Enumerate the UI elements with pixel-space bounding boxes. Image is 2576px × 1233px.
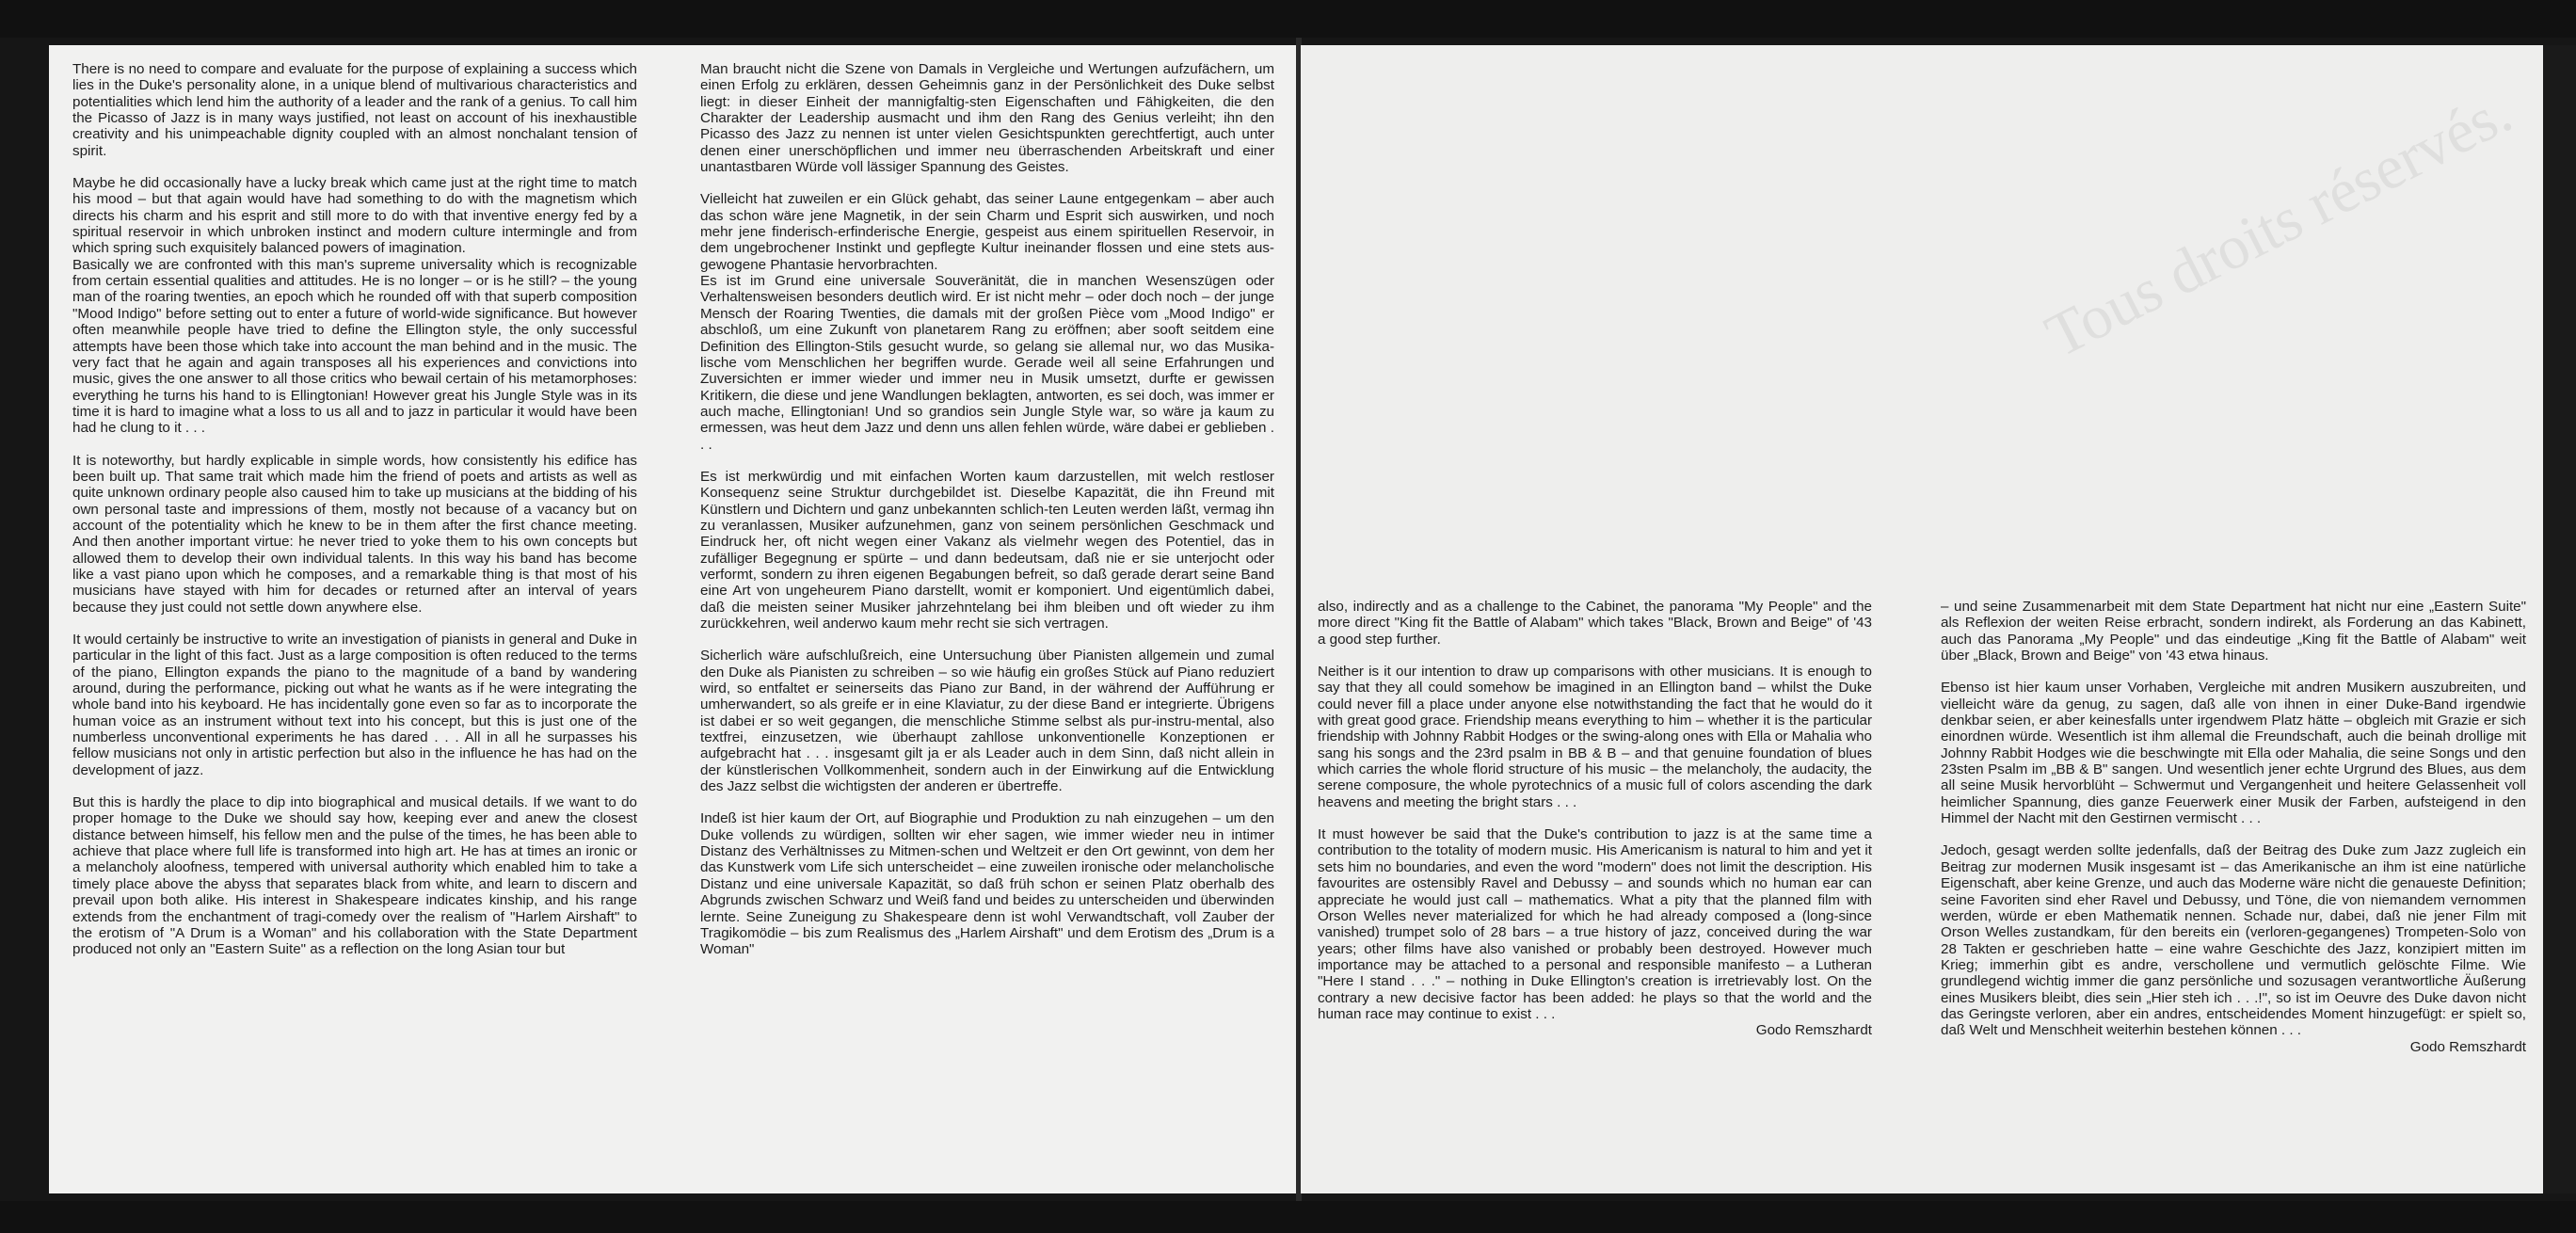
- right-page: [1301, 45, 2543, 1193]
- scan-border-top: [0, 0, 2576, 38]
- paragraph: Indeß ist hier kaum der Ort, auf Biographie und Produktion zu nah einzugehen – um den Duke vollends zu würdigen, sollten wir eher sagen, wie immer wieder neu in intimer Distanz des Verhältnisses zu Mitmen-schen und Weltzeit er den Ort gewinnt, von dem her das Kunstwerk vom Life sich unterscheidet – eine zuweilen ironische oder melancholische Distanz und eine universale Kapazität, so daß früh schon er seinen Platz oberhalb des Abgrunds zwischen Schwarz und Weiß fand und beides zu unterscheiden und überwinden lernte. Seine Zuneigung zu Shakespeare denn ist wohl Verwandtschaft, voll Zauber der Tragikomödie – bis zum Realismus des „Harlem Airshaft" und dem Erotism des „Drum is a Woman": [700, 810, 1274, 958]
- paragraph: also, indirectly and as a challenge to the Cabinet, the panorama "My People" and the more direct "King fit the Battle of Alabam" which takes "Black, Brown and Beige" of '43 a good step further.: [1318, 599, 1872, 648]
- left-german-column: [700, 61, 1274, 958]
- paragraph: But this is hardly the place to dip into biographical and musical details. If we want to do proper homage to the Duke we should say how, keeping ever and anew the closest distance between himself, his fellow men and the pulse of the times, he has been able to achieve that place where full life is transformed into high art. He has at times an ironic or a melancholy aloofness, tempered with universal authority which enabled him to take a timely place above the abyss that separates black from white, and learn to discern and prevail upon both alike. His interest in Shakespeare indicates kinship, and his range extends from the enchantment of tragi-comedy over the realism of "Harlem Airshaft" to the erotism of "A Drum is a Woman" and his collaboration with the State Department produced not only an "Eastern Suite" as a reflection on the long Asian tour but: [72, 794, 637, 958]
- author-signature: Godo Remszhardt: [1755, 1022, 1872, 1039]
- author-signature: Godo Remszhardt: [2409, 1038, 2526, 1055]
- paragraph: Neither is it our intention to draw up comparisons with other musicians. It is enough to say that they all could somehow be imagined in an Ellington band – whilst the Duke could never fill a place under anyone else notwithstanding the fact that he would do it with great good grace. Friendship means everything to him – whether it is the particular friendship with Johnny Rabbit Hodges or the swing-along ones with Ella or Mahalia who sang his songs and the 23rd psalm in BB & B – and that genuine foundation of blues which carries the whole florid structure of his music – the melancholy, the audacity, the serene composure, the whole pyrotechnics of a music full of colors ascending the dark heavens and meeting the bright stars . . .: [1318, 664, 1872, 810]
- paragraph: It would certainly be instructive to write an investigation of pianists in general and Duke in particular in the light of this fact. Just as a large composition is often reduced to the terms of the piano, Ellington expands the piano to the magnitude of a band by wandering around, during the performance, picking out what he wants as if he were integrating the whole band into his keyboard. He has incidentally gone even so far as to incorporate the human voice as an instrument without text into his concept, but this is just one of the numberless unconventional experiments he has dared . . . All in all he surpasses his fellow musicians not only in artistic perfection but also in the influence he has had on the development of jazz.: [72, 632, 637, 778]
- paragraph: It is noteworthy, but hardly explicable in simple words, how consistently his edifice has been built up. That same trait which made him the friend of poets and artists as well as quite unknown ordinary people also caused him to take up musicians at the bidding of his own personal taste and impressions of them, mostly not because of a vacancy but on account of the potentiality which he knew to be in them after the first chance meeting. And then another important virtue: he never tried to yoke them to his own concepts but allowed them to develop their own individual talents. In this way his band has become like a vast piano upon which he composes, and a remarkable thing is that most of his musicians have stayed with him for decades or returned after an interval of years because they just could not settle down anywhere else.: [72, 452, 637, 616]
- paragraph-text: It must however be said that the Duke's contribution to jazz is at the same time a contribution to the totality of modern music. His Americanism is natural to him and yet it sets him no boundaries, and even the word "modern" does not limit the description. His favourites are ostensibly Ravel and Debussy – and sounds which no human ear can appreciate he would just call – mathematics. What a pity that the planned film with Orson Welles never materialized for which he had already composed a (long-since vanished) trumpet solo of 28 bars – a true history of jazz, conceived during the war years; other films have also vanished or probably been destroyed. However much importance may be attached to a personal and responsible manifesto – a Lutheran "Here I stand . . ." – nothing in Duke Ellington's creation is irretrievably lost. On the contrary a new decisive factor has been added: he plays so that the world and the human race may continue to exist . . .: [1318, 826, 1872, 1022]
- scan-border-bottom: [0, 1201, 2576, 1233]
- paragraph: There is no need to compare and evaluate for the purpose of explaining a success which lies in the Duke's personality alone, in a unique blend of multivarious characteristics and potentialities which lend him the authority of a leader and the rank of a genius. To call him the Picasso of Jazz is in many ways justified, not least on account of his inexhaustible creativity and his unimpeachable dignity coupled with an almost nonchalant tension of spirit.: [72, 61, 637, 159]
- left-english-column: [72, 61, 637, 958]
- right-german-column: [1941, 599, 2526, 1055]
- paragraph: Ebenso ist hier kaum unser Vorhaben, Vergleiche mit andren Musikern auszubreiten, und vielleicht wäre da genug, zu sagen, daß alle von ihnen in einer Duke-Band irgendwie denkbar seien, er aber keinesfalls unter irgendwem Platz hätte – obgleich mit Grazie er sich einordnen würde. Wesentlich ist ihm allemal die Freundschaft, auch die beinah drollige mit Johnny Rabbit Hodges wie die beschwingte mit Ella oder Mahalia, die seine Songs und den 23sten Psalm im „BB & B" sangen. Und wesentlich jener echte Urgrund des Blues, aus dem all seine Musik hervorblüht – Schwermut und Vergangenheit und heitere Gelassenheit voll heimlicher Spannung, dies ganze Feuerwerk einer Musik der Farben, aufsteigend in den Himmel der Nacht mit den Gestirnen vermischt . . .: [1941, 680, 2526, 827]
- paragraph: [1941, 842, 2526, 1054]
- scan-border-right: [2543, 45, 2576, 1193]
- left-page: [49, 45, 1296, 1193]
- paragraph: Maybe he did occasionally have a lucky break which came just at the right time to match his mood – but that again would have had something to do with the magnetism which directs his charm and his esprit and still more to do with that inventive energy fed by a spiritual reservoir in which unbroken instinct and modern culture intermingle and from which spring such exquisitely balanced powers of imagination. Basically we are confronted with this man's supreme universality which is recognizable from certain essential qualities and attitudes. He is no longer – or is he still? – the young man of the roaring twenties, an epoch which he rounded off with that superb composition "Mood Indigo" before setting out to enter a future of world-wide significance. But however often meanwhile people have tried to define the Ellington style, the only successful attempts have been those which take into account the man behind and in the music. The very fact that he again and again transposes all his experiences and convictions into music, gives the one answer to all those critics who bewail certain of his metamorphoses: everything he turns his hand to is Ellingtonian! However great his Jungle Style was in its time it is hard to imagine what a loss to us all and to jazz in particular it would have been had he clung to it . . .: [72, 175, 637, 437]
- paragraph: [1318, 826, 1872, 1038]
- paragraph-text: Jedoch, gesagt werden sollte jedenfalls, daß der Beitrag des Duke zum Jazz zugleich ein Beitrag zur modernen Musik insgesamt ist – das Amerikanische an ihm ist eine natürliche Eigenschaft, aber keine Grenze, und auch das Moderne wäre nicht die genaueste Definition; seine Favoriten sind eher Ravel und Debussy, und Töne, die von niemandem vernommen werden, würde er eben Mathematik nennen. Schade nur, dabei, daß nie jener Film mit Orson Welles zustandkam, für den bereits ein (verloren-gegangenes) Trompeten-Solo von 28 Takten er geschrieben hatte – eine wahre Geschichte des Jazz, konzipiert mitten im Krieg; immerhin gibt es andre, verschollene und vermutlich gelöschte Filme. Wie grundlegend wichtig immer die ganz persönliche und sozusagen verantwortliche Äußerung eines Musikers bleibt, dies sein „Hier steh ich . . .!", so ist im Oeuvre des Duke davon nicht das Geringste verloren, aber ein andres, entscheidendes Moment hinzugefügt: er spielt so, daß Welt und Menschheit weiterhin bestehen können . . .: [1941, 842, 2526, 1039]
- right-english-column: [1318, 599, 1872, 1039]
- paragraph: Man braucht nicht die Szene von Damals in Vergleiche und Wertungen aufzufächern, um einen Erfolg zu erklären, dessen Geheimnis ganz in der Persönlichkeit des Duke selbst liegt: in dieser Einheit der mannigfaltig-sten Eigenschaften und Fähigkeiten, die den Charakter der Leadership ausmacht und ihm den Rang des Genius verleiht; ihn den Picasso des Jazz zu nennen ist unter vielen Gesichtspunkten gerechtfertigt, auch unter denen einer unerschöpflichen und immer neu überraschenden Arbeitskraft und einer unantastbaren Würde voll lässiger Spannung des Geistes.: [700, 61, 1274, 176]
- paragraph: Es ist merkwürdig und mit einfachen Worten kaum darzustellen, mit welch restloser Konsequenz seine Struktur durchgebildet ist. Dieselbe Kapazität, die ihn Freund mit Künstlern und Dichtern und ganz unbekannten schlich-ten Leuten werden läßt, vermag ihn zu veranlassen, Musiker aufzunehmen, ganz von seinem persönlichen Geschmack und Eindruck her, oft nicht wegen einer Vakanz als vielmehr wegen des Potentiel, das in zufälliger Begegnung er spürte – und dann bedeutsam, daß nie er sie unterjocht oder verformt, sondern zu ihren eigenen Begabungen befreit, so daß gerade derart seine Band eine Art von ungeheurem Piano darstellt, womit er komponiert. Und eigentümlich dabei, daß die meisten seiner Musiker jahrzehntelang bei ihm bleiben und oft wieder zu ihm zurückkehren, weil anderwo kaum mehr recht sie sich vertragen.: [700, 468, 1274, 632]
- paragraph: Vielleicht hat zuweilen er ein Glück gehabt, das seiner Laune entgegenkam – aber auch das schon wäre jene Magnetik, in der sein Charm und Esprit sich auswirken, und noch mehr jene finderisch-erfinderische Energie, gespeist aus einem spirituellen Reservoir, in dem ungebrochener Instinkt und gepflegte Kultur ineinander flossen und eine stets aus-gewogene Phantasie hervorbrachten. Es ist im Grund eine universale Souveränität, die in manchen Wesenszügen oder Verhaltensweisen besonders deutlich wird. Er ist nicht mehr – oder doch noch – der junge Mensch der Roaring Twenties, die damals mit der großen Pièce vom „Mood Indigo" er abschloß, um eine Zukunft von planetarem Rang zu eröffnen; aber sooft seitdem eine Definition des Ellington-Stils gesucht wurde, so gelang sie allemal nur, wo das Musika-lische vom Menschlichen her begriffen wurde. Gerade weil all seine Erfahrungen und Zuversichten er immer wieder und immer neu in Musik umsetzt, durfte er gewissen Kritikern, die diese und jene Wandlungen beklagten, antworten, es sei doch, was immer er auch mache, Ellingtonian! Und so grandios sein Jungle Style war, so wäre ja kaum zu ermessen, was heut dem Jazz und denn uns allen fehlen würde, wäre dabei er geblieben . . .: [700, 191, 1274, 453]
- paragraph: – und seine Zusammenarbeit mit dem State Department hat nicht nur eine „Eastern Suite" als Reflexion der weiten Reise erbracht, sondern indirekt, als Forderung an das Kabinett, auch das Panorama „My People" und das eindeutige „King fit the Battle of Alabam" weit über „Black, Brown and Beige" von '43 etwa hinaus.: [1941, 599, 2526, 665]
- watermark: Tous droits réservés.: [2035, 77, 2522, 371]
- paragraph: Sicherlich wäre aufschlußreich, eine Untersuchung über Pianisten allgemein und zumal den Duke als Pianisten zu schreiben – so wie häufig ein großes Stück auf Piano reduziert wird, so entfaltet er seinerseits das Piano zur Band, in der während der Aufführung er umherwandert, so als greife er in eine Klaviatur, zu der diese Band er integrierte. Übrigens ist dabei er so weit gegangen, die menschliche Stimme selbst als pur-instru-mental, also textfrei, einzusetzen, wie überhaupt zahllose unkonventionelle Konzeptionen er aufgebracht hat . . . insgesamt gilt ja er als Leader auch in dem Sinn, daß nicht allein in der künstlerischen Vollkommenheit, sondern auch in der Einwirkung auf die Entwicklung des Jazz selbst die wichtigsten der anderen er übertreffe.: [700, 648, 1274, 795]
